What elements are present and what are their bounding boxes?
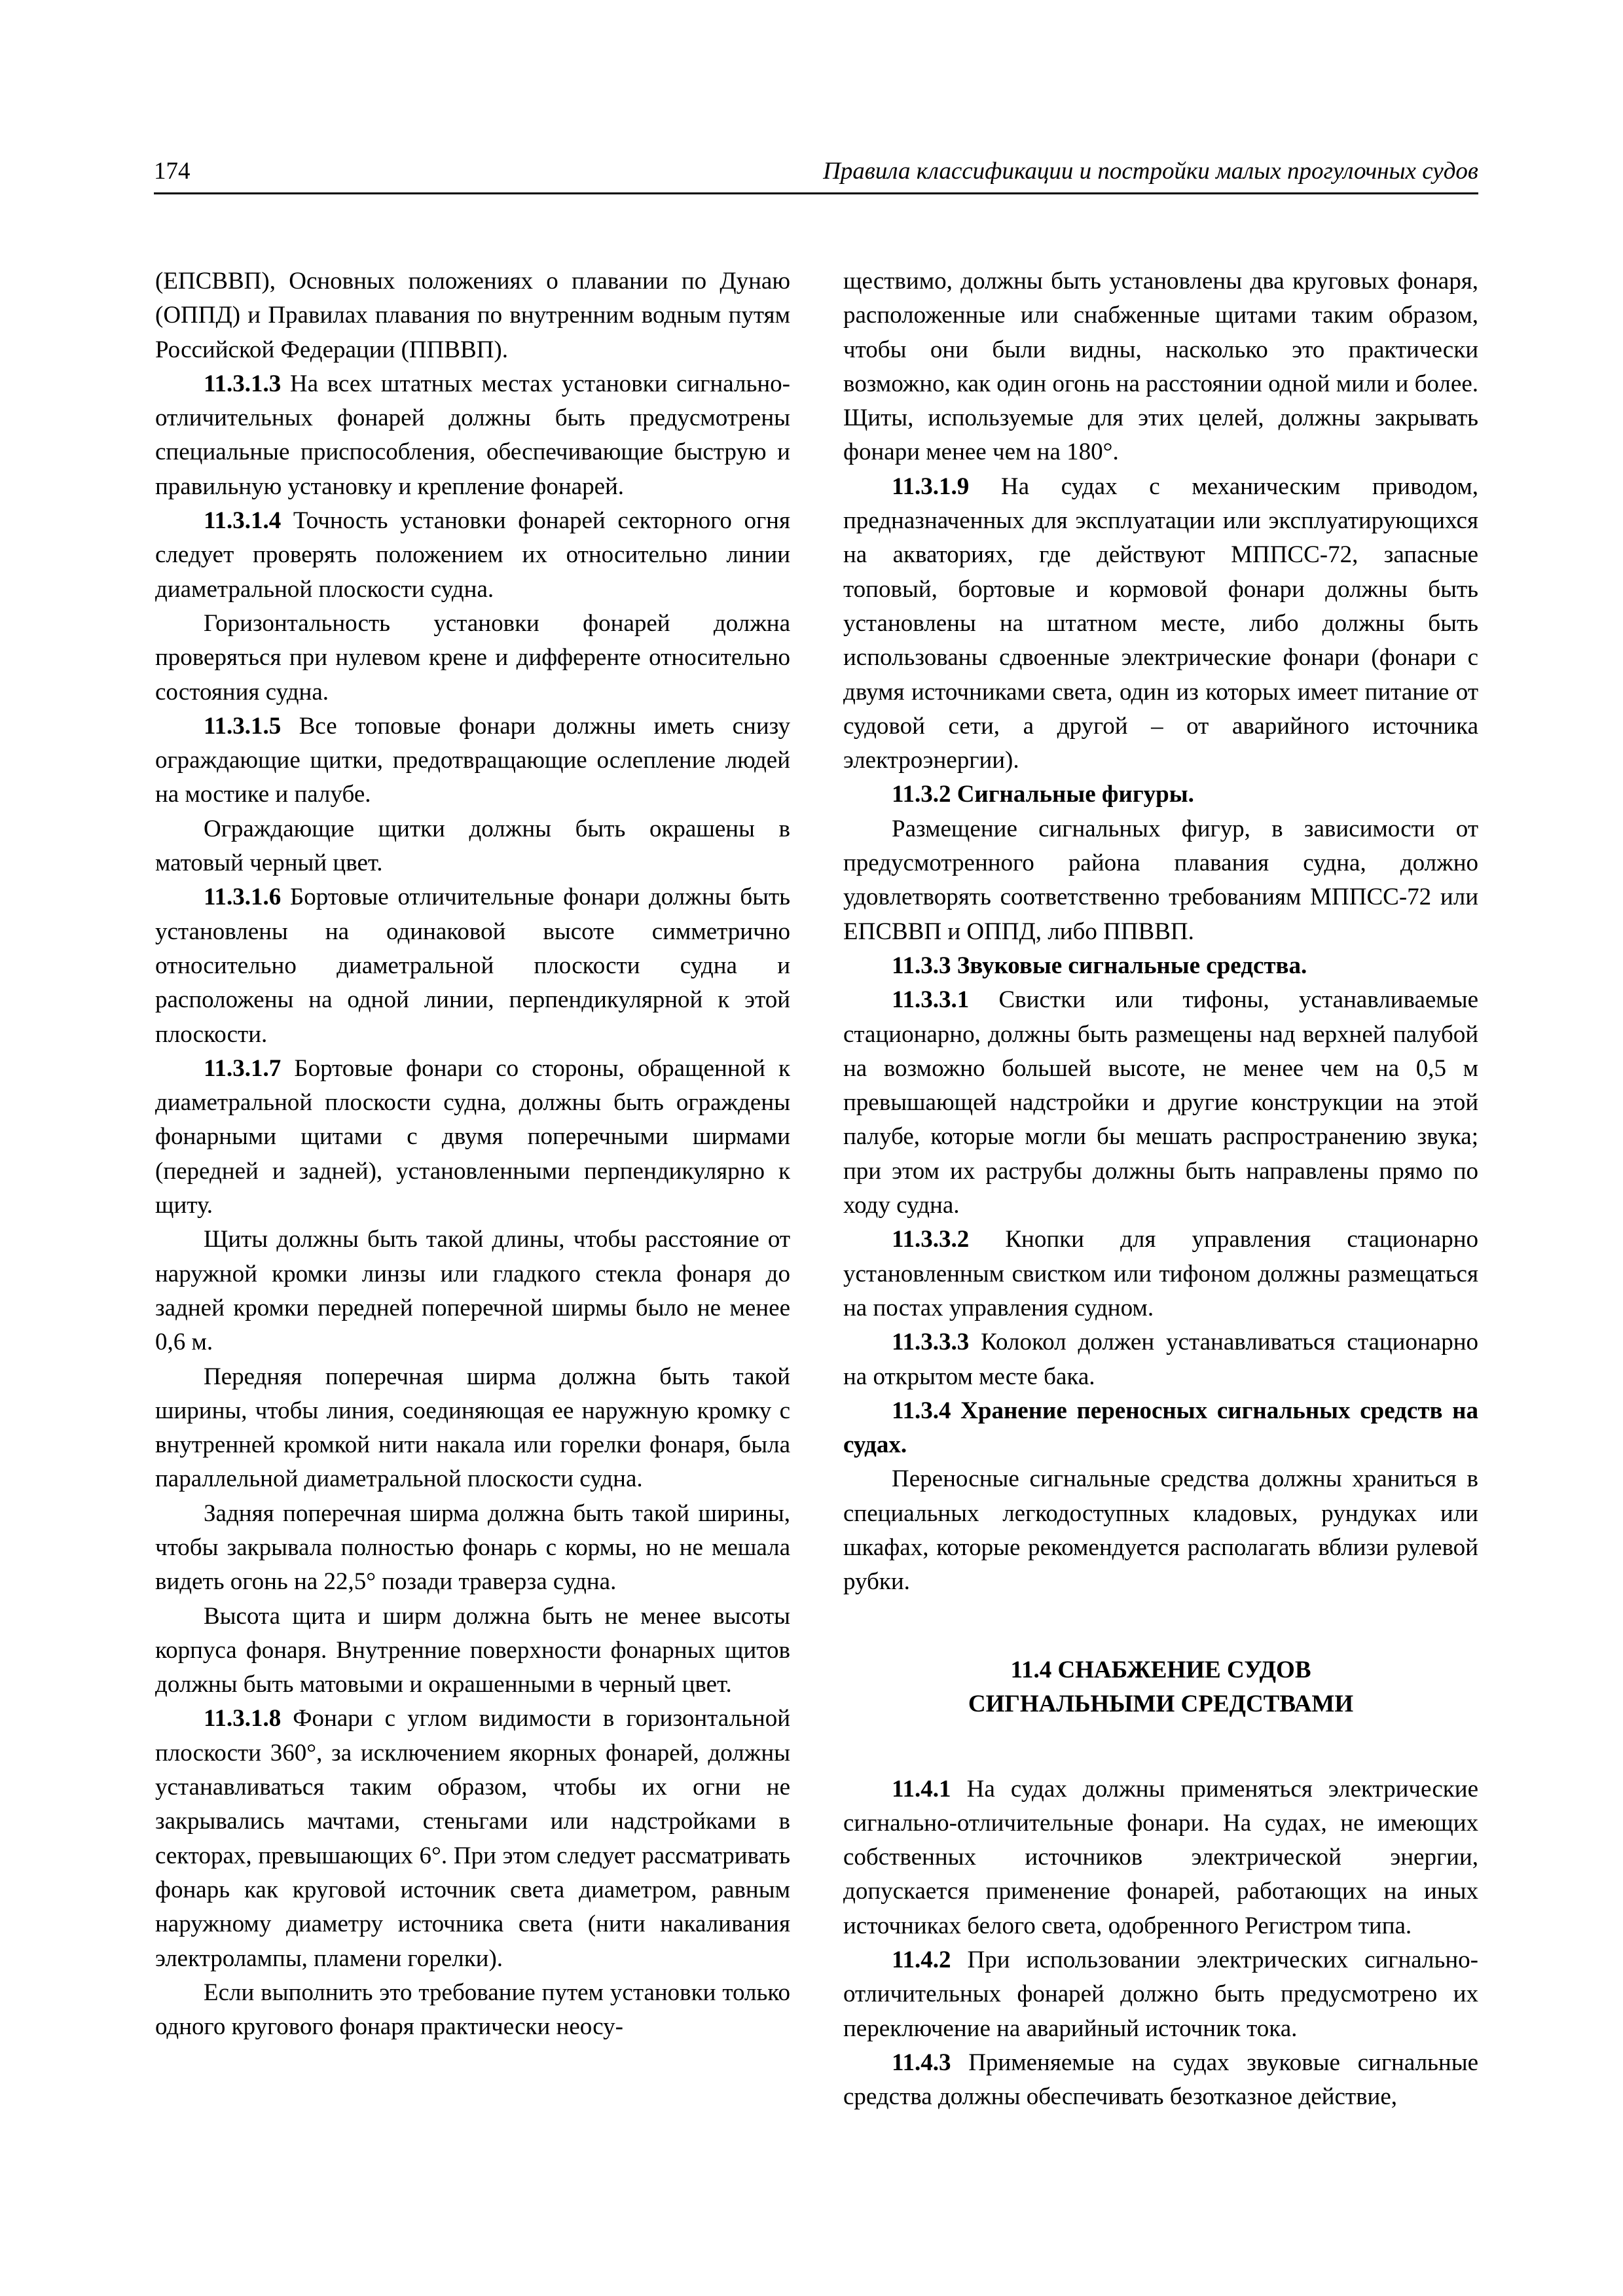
clause-11-3-3-2: 11.3.3.2 Кнопки для управления стационарно установленным свистком или тифоном должны размещаться на постах управления судном. [843,1226,1478,1321]
clause-11-3-1-9: 11.3.1.9 На судах с механическим приводом, предназначенных для эксплуатации или эксплуатирующихся на акваториях, где действуют МППСС-72, запасные топовый, бортовые и кормовой фонари должны быть установлены на штатном месте, либо должны быть использованы сдвоенные электрические фонари (фонари с двумя источниками света, один из которых имеет питание от судовой сети, а другой – от аварийного источника электроэнергии). [843,473,1478,774]
clause-11-3-1-6: 11.3.1.6 Бортовые отличительные фонари должны быть установлены на одинаковой высоте симметрично относительно диаметральной плоскости судна и расположены на одной линии, перпендикулярной к этой плоскости. [155,884,790,1048]
section-title-line: СИГНАЛЬНЫМИ СРЕДСТВАМИ [968,1690,1354,1717]
page-number: 174 [154,158,191,185]
clause-number: 11.3.1.6 [204,884,282,911]
clause-number: 11.3.1.3 [204,370,282,397]
clause-11-3-1-4: 11.3.1.4 Точность установки фонарей секторного огня следует проверять положением их относительно линии диаметральной плоскости судна. [155,507,790,603]
section-title-line: 11.4 СНАБЖЕНИЕ СУДОВ [1010,1656,1311,1683]
clause-11-4-3: 11.4.3 Применяемые на судах звуковые сигнальные средства должны обеспечивать безотказное действие, [843,2049,1478,2111]
clause-number: 11.3.1.8 [204,1705,282,1732]
clause-number: 11.3.1.5 [204,712,282,740]
clause-11-3-3-3: 11.3.3.3 Колокол должен устанавливаться стационарно на открытом месте бака. [843,1329,1478,1390]
clause-11-4-1: 11.4.1 На судах должны применяться электрические сигнально-отличительные фонари. На судах, не имеющих собственных источников электрической энергии, допускается применение фонарей, работающих на иных источниках белого света, одобренного Регистром типа. [843,1775,1478,1939]
paragraph: Переносные сигнальные средства должны храниться в специальных легкодоступных кладовых, рундуках или шкафах, которые рекомендуется располагать вблизи рулевой рубки. [843,1465,1478,1596]
clause-number: 11.3.3.2 [892,1226,970,1253]
subheading-11-3-3: 11.3.3 Звуковые сигнальные средства. [892,952,1307,979]
clause-11-3-1-5: 11.3.1.5 Все топовые фонари должны иметь снизу ограждающие щитки, предотвращающие ослепление людей на мостике и палубе. [155,712,790,808]
clause-number: 11.3.1.9 [892,473,970,500]
paragraph: Задняя поперечная ширма должна быть такой ширины, чтобы закрывала полностью фонарь с кормы, но не мешала видеть огонь на 22,5° позади траверза судна. [155,1499,790,1596]
clause-11-3-3-1: 11.3.3.1 Свистки или тифоны, устанавливаемые стационарно, должны быть размещены над верхней палубой на возможно большей высоте, не менее чем на 0,5 м превышающей надстройки и другие конструкции на этой палубе, которые могли бы мешать распространению звука; при этом их раструбы должны быть направлены прямо по ходу судна. [843,986,1478,1219]
left-column [155,264,790,2044]
paragraph: ществимо, должны быть установлены два круговых фонаря, расположенные или снабженные щитами таким образом, чтобы они были видны, насколько это практически возможно, как один огонь на расстоянии одной мили и более. Щиты, используемые для этих целей, должны закрывать фонари менее чем на 180°. [843,268,1478,466]
paragraph: Горизонтальность установки фонарей должна проверяться при нулевом крене и дифференте относительно состояния судна. [155,609,790,706]
paragraph: (ЕПСВВП), Основных положениях о плавании по Дунаю (ОППД) и Правилах плавания по внутренним водным путям Российской Федерации (ППВВП). [155,268,790,363]
clause-11-4-2: 11.4.2 При использовании электрических сигнально-отличительных фонарей должно быть предусмотрено их переключение на аварийный источник тока. [843,1946,1478,2042]
clause-11-3-1-8: 11.3.1.8 Фонари с углом видимости в горизонтальной плоскости 360°, за исключением якорных фонарей, должны устанавливаться таким образом, чтобы их огни не закрывались мачтами, стеньгами или надстройками в секторах, превышающих 6°. При этом следует рассматривать фонарь как круговой источник света диаметром, равным наружному диаметру источника света (нити накаливания электролампы, пламени горелки). [155,1705,790,1972]
section-title [843,1653,1478,1721]
subheading-11-3-2: 11.3.2 Сигнальные фигуры. [892,781,1194,808]
clause-number: 11.4.1 [892,1775,951,1803]
subheading-11-3-4: 11.3.4 Хранение переносных сигнальных средств на судах. [843,1397,1478,1459]
clause-number: 11.4.3 [892,2049,951,2076]
paragraph: Высота щита и ширм должна быть не менее высоты корпуса фонаря. Внутренние поверхности фонарных щитов должны быть матовыми и окрашенными в черный цвет. [155,1602,790,1698]
page-header [154,156,1478,196]
running-title: Правила классификации и постройки малых прогулочных судов [823,158,1478,185]
clause-11-3-1-7: 11.3.1.7 Бортовые фонари со стороны, обращенной к диаметральной плоскости судна, должны быть ограждены фонарными щитами с двумя поперечными ширмами (передней и задней), установленными перпендикулярно к щиту. [155,1054,790,1219]
paragraph: Размещение сигнальных фигур, в зависимости от предусмотренного района плавания судна, должно удовлетворять соответственно требованиям МППСС-72 или ЕПСВВП и ОППД, либо ППВВП. [843,815,1478,945]
clause-number: 11.4.2 [892,1946,951,1974]
clause-number: 11.3.3.3 [892,1329,970,1356]
clause-number: 11.3.3.1 [892,986,970,1014]
right-column [843,264,1478,2115]
paragraph: Если выполнить это требование путем установки только одного кругового фонаря практически неосу- [155,1979,790,2041]
header-rule [154,192,1478,194]
clause-number: 11.3.1.4 [204,507,282,535]
clause-11-3-1-3: 11.3.1.3 На всех штатных местах установки сигнально-отличительных фонарей должны быть предусмотрены специальные приспособления, обеспечивающие быструю и правильную установку и крепление фонарей. [155,370,790,500]
clause-number: 11.3.1.7 [204,1054,282,1082]
paragraph: Ограждающие щитки должны быть окрашены в матовый черный цвет. [155,815,790,877]
paragraph: Передняя поперечная ширма должна быть такой ширины, чтобы линия, соединяющая ее наружную кромку с внутренней кромкой нити накала или горелки фонаря, была параллельной диаметральной плоскости судна. [155,1363,790,1493]
paragraph: Щиты должны быть такой длины, чтобы расстояние от наружной кромки линзы или гладкого стекла фонаря до задней кромки передней поперечной ширмы было не менее 0,6 м. [155,1226,790,1356]
